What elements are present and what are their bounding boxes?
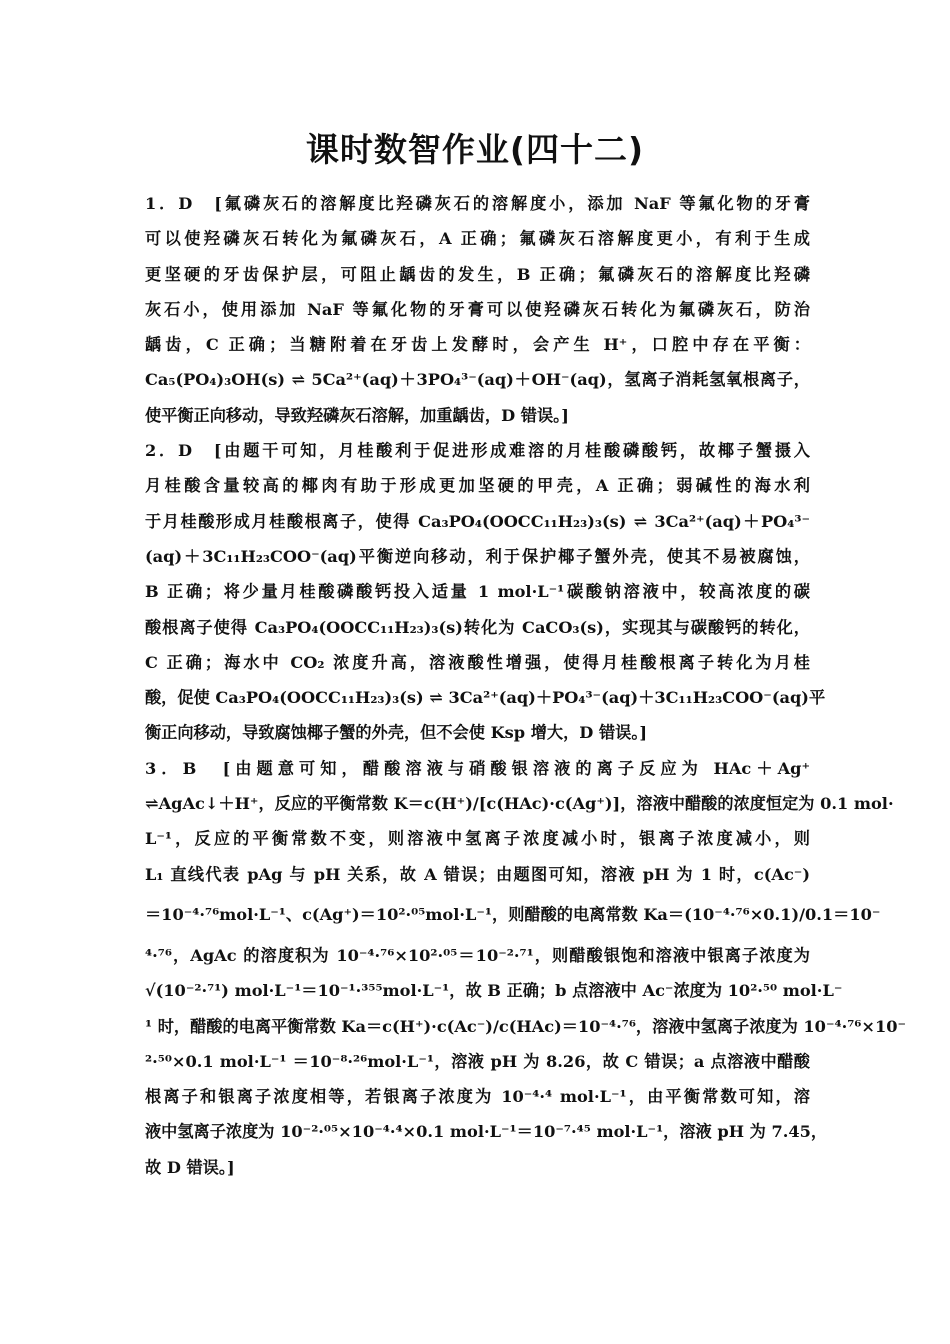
text-line: √(10⁻²·⁷¹) mol·L⁻¹＝10⁻¹·³⁵⁵mol·L⁻¹，故 B 正确；b 点溶液中 Ac⁻浓度为 10²·⁵⁰ mol·L⁻	[145, 981, 843, 1001]
text-line: 龋齿，C 正确；当糖附着在牙齿上发酵时，会产生 H⁺，口腔中存在平衡：	[145, 335, 810, 355]
text-line: 使平衡正向移动，导致羟磷灰石溶解，加重龋齿，D 错误。]	[145, 405, 569, 425]
text-line: 液中氢离子浓度为 10⁻²·⁰⁵×10⁻⁴·⁴×0.1 mol·L⁻¹＝10⁻⁷·⁴⁵ mol·L⁻¹，溶液 pH 为 7.45，	[145, 1122, 828, 1142]
text-line: 灰石小，使用添加 NaF 等氟化物的牙膏可以使羟磷灰石转化为氟磷灰石，防治	[145, 299, 810, 319]
text-line: 更坚硬的牙齿保护层，可阻止龋齿的发生，B 正确；氟磷灰石的溶解度比羟磷	[145, 264, 810, 284]
text-line: 故 D 错误。]	[145, 1157, 235, 1177]
text-line: 2．D [由题干可知，月桂酸利于促进形成难溶的月桂酸磷酸钙，故椰子蟹摄入	[145, 441, 810, 461]
text-line: ²·⁵⁰×0.1 mol·L⁻¹ ＝10⁻⁸·²⁶mol·L⁻¹，溶液 pH 为 8.26，故 C 错误；a 点溶液中醋酸	[145, 1051, 810, 1071]
text-line: ⁴·⁷⁶，AgAc 的溶度积为 10⁻⁴·⁷⁶×10²·⁰⁵＝10⁻²·⁷¹，则醋酸银饱和溶液中银离子浓度为	[145, 945, 810, 965]
text-line: B 正确；将少量月桂酸磷酸钙投入适量 1 mol·L⁻¹碳酸钠溶液中，较高浓度的碳	[145, 582, 810, 602]
text-line: C 正确；海水中 CO₂ 浓度升高，溶液酸性增强，使得月桂酸根离子转化为月桂	[145, 652, 810, 672]
text-line: (aq)＋3C₁₁H₂₃COO⁻(aq)平衡逆向移动，利于保护椰子蟹外壳，使其不易被腐蚀，	[145, 546, 810, 566]
text-line: 于月桂酸形成月桂酸根离子，使得 Ca₃PO₄(OOCC₁₁H₂₃)₃(s) ⇌ 3Ca²⁺(aq)＋PO₄³⁻	[145, 511, 810, 531]
text-line: L₁ 直线代表 pAg 与 pH 关系，故 A 错误；由题图可知，溶液 pH 为 1 时，c(Ac⁻)	[145, 864, 810, 884]
text-line: 月桂酸含量较高的椰肉有助于形成更加坚硬的甲壳，A 正确；弱碱性的海水利	[145, 476, 810, 496]
text-line: 1．D [氟磷灰石的溶解度比羟磷灰石的溶解度小，添加 NaF 等氟化物的牙膏	[145, 194, 810, 213]
text-line: ⇌AgAc↓＋H⁺，反应的平衡常数 K＝c(H⁺)/[c(HAc)·c(Ag⁺)]，溶液中醋酸的浓度恒定为 0.1 mol·	[145, 794, 894, 814]
text-line: 酸根离子使得 Ca₃PO₄(OOCC₁₁H₂₃)₃(s)转化为 CaCO₃(s)，实现其与碳酸钙的转化，	[145, 617, 810, 637]
page-title: 课时数智作业(四十二)	[305, 130, 645, 169]
text-line: 可以使羟磷灰石转化为氟磷灰石，A 正确；氟磷灰石溶解度更小，有利于生成	[145, 229, 810, 249]
text-line: ＝10⁻⁴·⁷⁶mol·L⁻¹、c(Ag⁺)＝10²·⁰⁵mol·L⁻¹，则醋酸的电离常数 Ka＝(10⁻⁴·⁷⁶×0.1)/0.1＝10⁻	[145, 904, 881, 924]
text-line: Ca₅(PO₄)₃OH(s) ⇌ 5Ca²⁺(aq)＋3PO₄³⁻(aq)＋OH⁻(aq)，氢离子消耗氢氧根离子，	[145, 370, 810, 390]
text-line: 3．B [由题意可知，醋酸溶液与硝酸银溶液的离子反应为 HAc＋Ag⁺	[145, 758, 810, 778]
text-line: 酸，促使 Ca₃PO₄(OOCC₁₁H₂₃)₃(s) ⇌ 3Ca²⁺(aq)＋PO₄³⁻(aq)＋3C₁₁H₂₃COO⁻(aq)平	[145, 688, 826, 708]
answer-body	[145, 186, 907, 1185]
text-line: 衡正向移动，导致腐蚀椰子蟹的外壳，但不会使 Ksp 增大，D 错误。]	[145, 723, 648, 743]
text-line: 根离子和银离子浓度相等，若银离子浓度为 10⁻⁴·⁴ mol·L⁻¹，由平衡常数可知，溶	[145, 1087, 810, 1107]
text-line: ¹ 时，醋酸的电离平衡常数 Ka＝c(H⁺)·c(Ac⁻)/c(HAc)＝10⁻⁴·⁷⁶，溶液中氢离子浓度为 10⁻⁴·⁷⁶×10⁻	[145, 1016, 907, 1036]
text-line: L⁻¹，反应的平衡常数不变，则溶液中氢离子浓度减小时，银离子浓度减小，则	[145, 829, 810, 849]
